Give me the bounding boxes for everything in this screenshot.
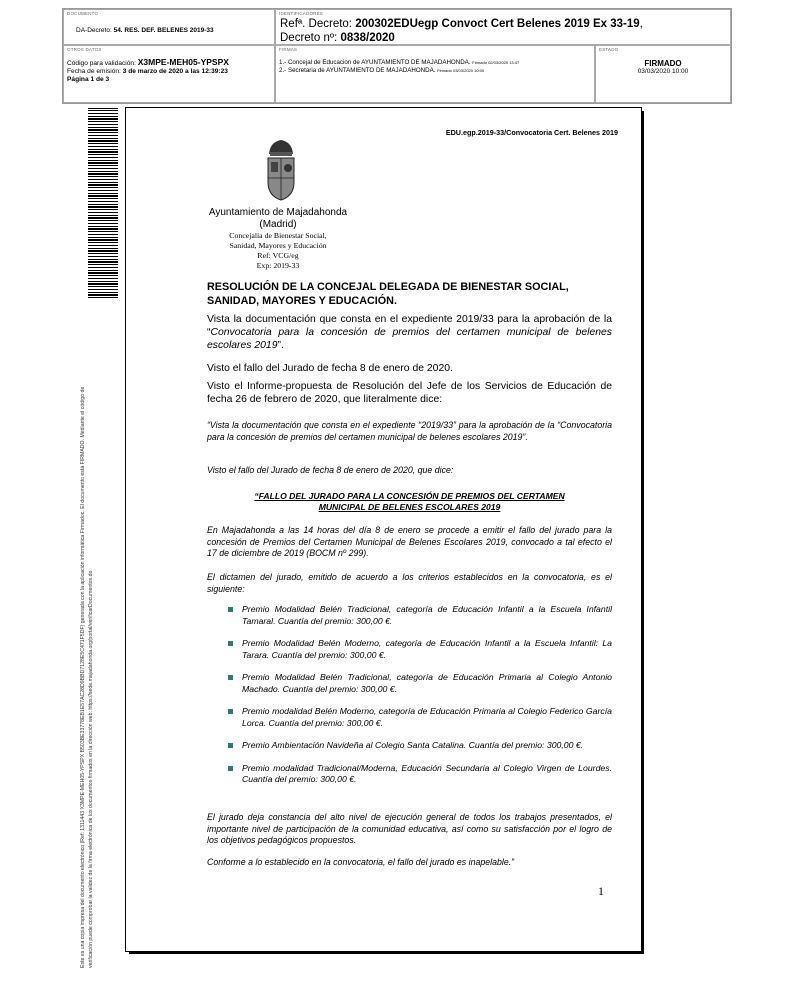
barcode [88,108,118,298]
otros-datos-cell [63,45,275,103]
estado-cell [595,45,731,103]
fecha-label: Fecha de emisión: [67,68,121,75]
estado-value: FIRMADO [644,59,682,68]
firmas-label: FIRMAS [279,47,298,52]
exp-line: Exp: 2019-33 [256,261,300,270]
codigo-label: Código para validación: [67,60,136,67]
estado-date: 03/03/2020 10:00 [637,68,689,75]
list-item: Premio Modalidad Belén Tradicional, categoría de Educación Infantil a la Escuela Infantil Tamaral. Cuantía del premio: 300,00 €. [228,604,612,627]
ref-line: Ref: VCG/eg [257,251,299,260]
sidebar-verification-text-1: Este es una copia impresa del documento electrónico (Ref: 1311443 X3MPE-MEH05-YPSPX B503BE33778EB1E57AC28D9BBD7128E5C471F5DF) generada con la aplicación informática Firmadoc. El documento está FIRMADO. Mediante el código de [80,386,86,968]
otros-label: OTROS DATOS [67,47,102,52]
identificadores-cell: IDENTIFICADORES Refª. Decreto: 200302EDUegp Convoct Cert Belenes 2019 Ex 33-19, Decreto nº: 0838/2020 [275,9,731,45]
documento-value: 54. RES. DEF. BELENES 2019-33 [113,27,214,34]
signature-header [62,8,732,104]
fallo-title [207,491,612,513]
quote-fallo: Visto el fallo del Jurado de fecha 8 de enero de 2020, que dice: [207,465,454,475]
list-item: Premio Modalidad Belén Tradicional, categoría de Educación Primaria al Colegio Antonio Machado. Cuantía del premio: 300,00 €. [228,672,612,695]
p1-c: ”. [277,340,284,351]
pagina: Página 1 de 3 [67,76,110,83]
paragraph-vista [207,313,612,352]
ref-value: 200302EDUegp Convoct Cert Belenes 2019 Ex 33-19 [355,18,640,30]
concejalia-line-2: Sanidad, Mayores y Educación [229,241,327,250]
page-number: 1 [598,884,604,898]
quote-conforme: Conforme a lo establecido en la convocatoria, el fallo del jurado es inapelable.” [207,857,515,867]
decreto-value: 0838/2020 [340,32,395,44]
paragraph-informe: Visto el Informe-propuesta de Resolución del Jefe de los Servicios de Educación de fecha 26 de febrero de 2020, que literalmente dice: [207,381,612,405]
documento-label: DOCUMENTO [67,11,99,16]
p1-convocatoria: Convocatoria para la concesión de premios del certamen municipal de belenes escolares 2019 [207,327,612,351]
firma-2-date: Firmado 03/03/2020 10:00 [437,68,485,73]
firma-1: 1.- Concejal de Educacion de AYUNTAMIENTO DE MAJADAHONDA. [279,59,471,66]
ayuntamiento-name: Ayuntamiento de Majadahonda [208,207,348,218]
ayuntamiento-block [198,207,358,231]
ayuntamiento-location: (Madrid) [259,219,297,230]
quote-dictamen: El dictamen del jurado, emitido de acuerdo a los criterios establecidos en la convocatoria, es el siguiente: [207,572,612,594]
quote-constancia: El jurado deja constancia del alto nivel de ejecución general de todos los trabajos presentados, el importante nivel de participación de la comunidad educativa, así como su satisfacción por el logro de los objetivos pedagógicos propuestos. [207,812,612,845]
concejalia-line-1: Concejalía de Bienestar Social, [229,231,327,240]
fallo-title-1: “FALLO DEL JURADO PARA LA CONCESIÓN DE PREMIOS DEL CERTAMEN [254,491,565,501]
list-item: Premio Modalidad Belén Moderno, categoría de Educación Infantil a la Escuela Infantil: La Tarara. Cuantía del premio: 300,00 €. [228,638,612,661]
sidebar-verification-text-2: verificación puede comprobar la validez de la firma electrónica de los documentos firmados en la dirección web: https://sede.majadahonda.org/portal/verificarDocumentos.do [88,570,94,968]
doc-reference: EDU.egp.2019-33/Convocatoria Cert. Belenes 2019 [445,128,618,137]
codigo-value: X3MPE-MEH05-YPSPX [137,57,229,67]
identificadores-label: IDENTIFICADORES [279,11,324,16]
p1-a: Vista la documentación que consta en el expediente 2019/33 para la aprobación de la “ [207,314,612,338]
decreto-label: Decreto nº: [280,32,338,44]
paragraph-fallo: Visto el fallo del Jurado de fecha 8 de enero de 2020. [207,363,453,374]
list-item: Premio Ambientación Navideña al Colegio Santa Catalina. Cuantía del premio: 300,00 €. [228,740,612,752]
quote-vista: “Vista la documentación que consta en el expediente “2019/33” para la aprobación de la “Convocatoria para la concesión de premios del certamen municipal de belenes escolares 2019”. [207,420,612,442]
concejalia-block [198,231,358,271]
firmas-cell [275,45,595,103]
resolution-title [207,280,612,308]
list-item: Premio modalidad Tradicional/Moderna, Educación Secundaria al Colegio Virgen de Lourdes. Cuantía del premio: 300,00 €. [228,763,612,786]
firma-1-date: Firmado 02/03/2020 13:47 [472,60,520,65]
quote-en-majadahonda: En Majadahonda a las 14 horas del día 8 de enero se procede a emitir el fallo del jurado para la concesión de Premios del Certamen Municipal de Belenes Escolares 2019, convocado a tal efecto el 17 de diciembre de 2019 (BOCM nº 299). [207,525,612,558]
list-item: Premio modalidad Belén Moderno, categoría de Educación Primaria al Colegio Federico García Lorca. Cuantía del premio: 300,00 €. [228,706,612,729]
fecha-value: 3 de marzo de 2020 a las 12:39:23 [122,68,228,75]
title-line-2: SANIDAD, MAYORES Y EDUCACIÓN. [207,295,397,307]
documento-cell [63,9,275,45]
title-line-1: RESOLUCIÓN DE LA CONCEJAL DELEGADA DE BIENESTAR SOCIAL, [207,281,569,293]
coat-of-arms-icon [264,138,298,202]
firma-2: 2.- Secretaria de AYUNTAMIENTO DE MAJADAHONDA. [279,67,436,74]
ref-label: Refª. Decreto: [280,18,353,30]
premios-list [228,604,612,786]
documento-prefix: DA-Decreto: [76,27,112,34]
estado-label: ESTADO [599,47,619,52]
fallo-title-2: MUNICIPAL DE BELENES ESCOLARES 2019 [318,502,501,512]
